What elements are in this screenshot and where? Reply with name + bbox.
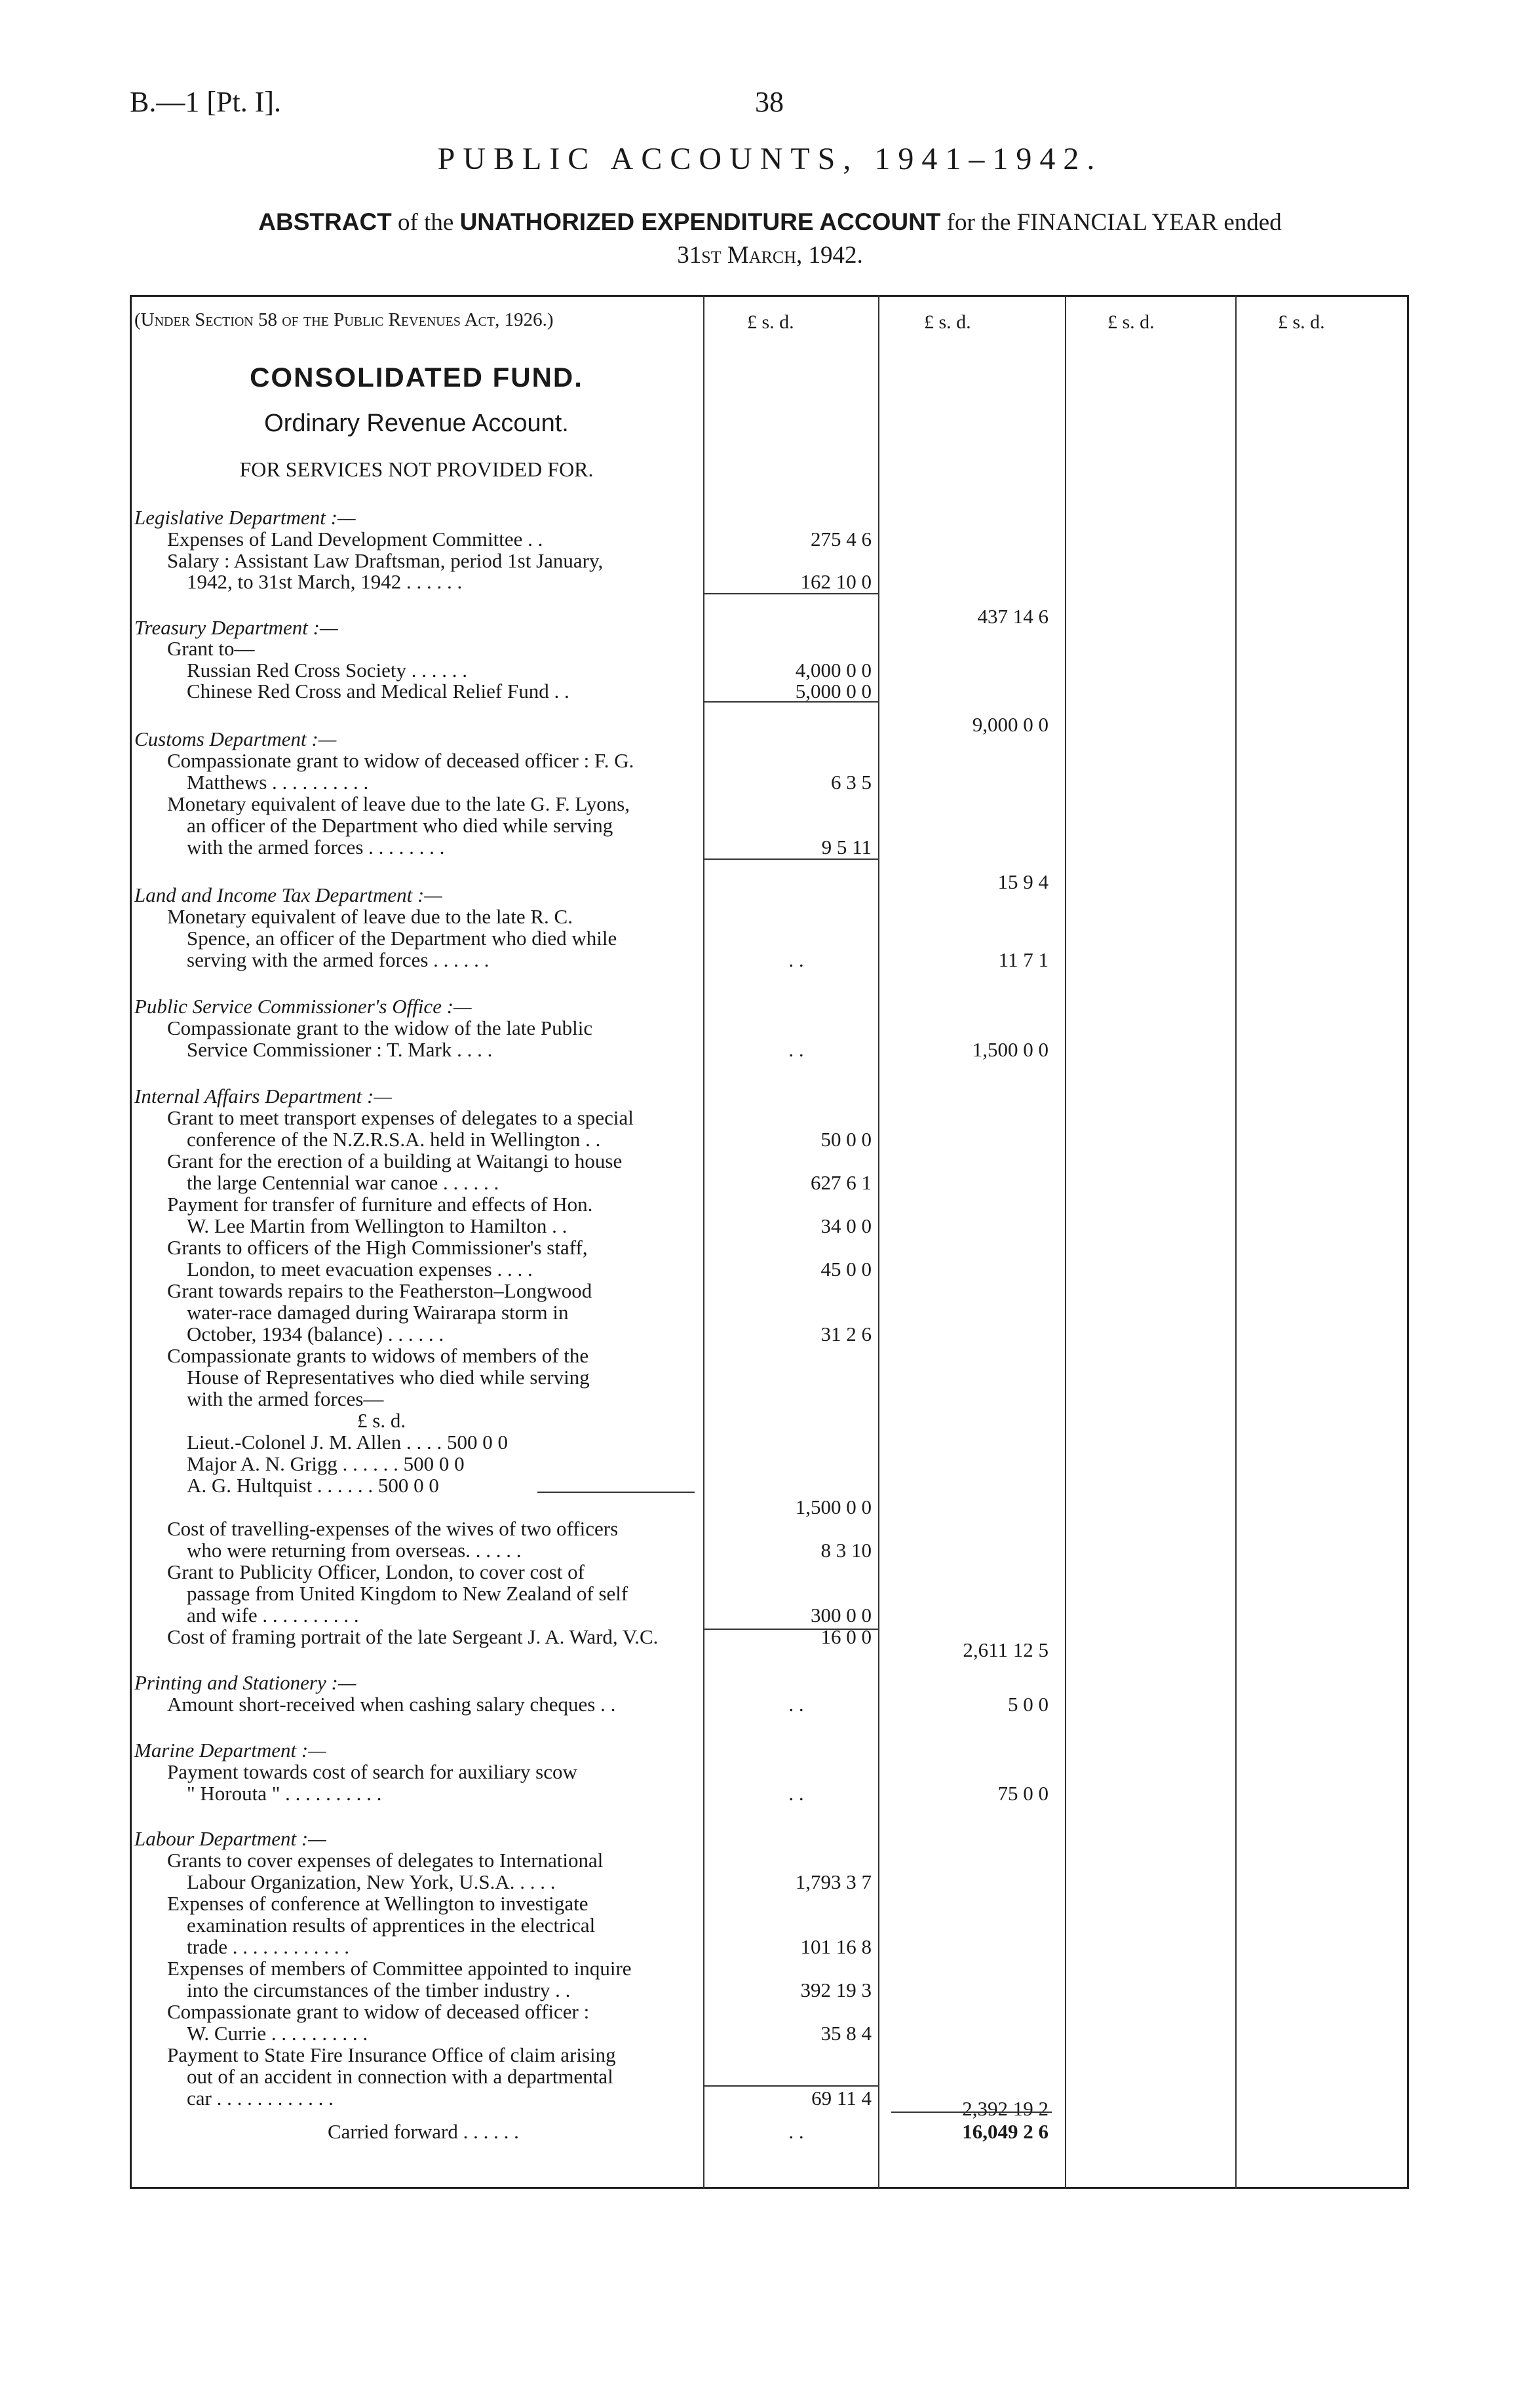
line-text: Russian Red Cross Society . . . . . . <box>187 659 467 682</box>
line-amount: . . <box>788 1782 804 1805</box>
financial-year-text: for the FINANCIAL YEAR ended <box>946 209 1282 236</box>
line-amount: 8 3 10 <box>820 1539 872 1562</box>
line-text: car . . . . . . . . . . . . <box>187 2087 334 2110</box>
account-title: Ordinary Revenue Account. <box>264 410 569 437</box>
line-amount: . . <box>788 948 804 971</box>
carried-forward-label: Carried forward . . . . . . <box>328 2120 519 2143</box>
line-text: with the armed forces— <box>187 1387 384 1410</box>
line-text: House of Representatives who died while serving <box>187 1366 590 1389</box>
department-total: 5 0 0 <box>1008 1693 1049 1716</box>
column-header-1: £ s. d. <box>747 311 794 333</box>
column-header-2: £ s. d. <box>924 311 971 333</box>
line-text: Expenses of Land Development Committee . . <box>167 528 543 550</box>
line-text: Grant to Publicity Officer, London, to cover cost of <box>167 1560 585 1583</box>
subtotal-value: 15 9 4 <box>997 870 1049 893</box>
line-text: Compassionate grant to widow of deceased officer : <box>167 2000 590 2023</box>
line-text: Spence, an officer of the Department who died while <box>187 927 617 950</box>
act-reference: (Under Section 58 of the Public Revenues Act, 1926.) <box>134 309 554 330</box>
line-text: with the armed forces . . . . . . . . <box>187 836 445 858</box>
line-text: serving with the armed forces . . . . . . <box>187 948 490 971</box>
line-text: out of an accident in connection with a departmental <box>187 2065 613 2088</box>
line-text: Grant towards repairs to the Featherston–Longwood <box>167 1279 592 1302</box>
department-heading: Customs Department :— <box>134 727 337 750</box>
line-text: Grants to cover expenses of delegates to International <box>167 1849 604 1872</box>
line-text: £ s. d. <box>357 1409 406 1432</box>
services-title: FOR SERVICES NOT PROVIDED FOR. <box>239 457 594 481</box>
sum-rule <box>537 1492 695 1493</box>
line-amount: 34 0 0 <box>820 1214 872 1237</box>
line-amount: 5,000 0 0 <box>795 680 872 703</box>
line-text: " Horouta " . . . . . . . . . . <box>187 1782 382 1805</box>
line-amount: 9 5 11 <box>821 836 872 858</box>
line-text: Chinese Red Cross and Medical Relief Fund . . <box>187 680 569 703</box>
line-text: Compassionate grant to the widow of the late Public <box>167 1016 593 1039</box>
carried-forward-col1: . . <box>788 2120 804 2143</box>
line-text: Salary : Assistant Law Draftsman, period 1st January, <box>167 549 604 572</box>
abstract-word: ABSTRACT <box>258 208 392 235</box>
line-text: Payment to State Fire Insurance Office of claim arising <box>167 2043 616 2066</box>
department-total: 75 0 0 <box>997 1782 1049 1805</box>
sum-rule <box>891 2112 1052 2113</box>
abstract-heading <box>157 208 1383 237</box>
of-the-text: of the <box>398 209 454 236</box>
column-divider-1 <box>703 295 704 2189</box>
line-text: Amount short-received when cashing salary cheques . . <box>167 1693 616 1716</box>
line-text: Payment towards cost of search for auxiliary scow <box>167 1760 577 1783</box>
line-text: Cost of travelling-expenses of the wives of two officers <box>167 1517 619 1540</box>
line-text: examination results of apprentices in the electrical <box>187 1914 596 1937</box>
line-text: W. Currie . . . . . . . . . . <box>187 2022 368 2045</box>
line-amount: 627 6 1 <box>811 1171 872 1194</box>
line-text: Cost of framing portrait of the late Sergeant J. A. Ward, V.C. <box>167 1625 659 1648</box>
line-amount: 6 3 5 <box>831 771 872 794</box>
subtotal-rule <box>704 1629 878 1630</box>
line-text: who were returning from overseas. . . . . . <box>187 1539 522 1562</box>
subtotal-value: 2,611 12 5 <box>963 1638 1049 1661</box>
line-text: Expenses of conference at Wellington to investigate <box>167 1892 588 1915</box>
line-amount: 300 0 0 <box>811 1604 872 1627</box>
line-text: Expenses of members of Committee appointed to inquire <box>167 1957 632 1980</box>
line-text: into the circumstances of the timber industry . . <box>187 1978 571 2001</box>
document-reference: B.—1 [Pt. I]. <box>130 86 281 118</box>
column-header-3: £ s. d. <box>1107 311 1155 333</box>
column-divider-4 <box>1235 295 1237 2189</box>
line-text: the large Centennial war canoe . . . . . . <box>187 1171 499 1194</box>
line-amount: 16 0 0 <box>820 1625 872 1648</box>
department-heading: Labour Department :— <box>134 1827 326 1850</box>
line-text: Monetary equivalent of leave due to the late R. C. <box>167 905 573 928</box>
line-text: conference of the N.Z.R.S.A. held in Wellington . . <box>187 1128 601 1151</box>
line-text: an officer of the Department who died while serving <box>187 814 613 837</box>
line-text: W. Lee Martin from Wellington to Hamilton . . <box>187 1214 568 1237</box>
account-name: UNATHORIZED EXPENDITURE ACCOUNT <box>459 208 941 235</box>
line-amount: . . <box>788 1693 804 1716</box>
department-heading: Land and Income Tax Department :— <box>134 883 442 906</box>
department-heading: Legislative Department :— <box>134 506 356 529</box>
line-text: October, 1934 (balance) . . . . . . <box>187 1322 444 1345</box>
department-heading: Treasury Department :— <box>134 616 338 639</box>
line-text: Labour Organization, New York, U.S.A. . . . . <box>187 1870 556 1893</box>
line-amount: 31 2 6 <box>820 1322 872 1345</box>
line-text: Compassionate grant to widow of deceased officer : F. G. <box>167 749 634 772</box>
line-text: Lieut.-Colonel J. M. Allen . . . . 500 0 0 <box>187 1431 508 1454</box>
line-text: Grant to meet transport expenses of delegates to a special <box>167 1106 634 1129</box>
line-text: Payment for transfer of furniture and effects of Hon. <box>167 1193 593 1216</box>
line-text: Grants to officers of the High Commissioner's staff, <box>167 1236 588 1259</box>
page-number: 38 <box>755 86 784 118</box>
line-text: 1942, to 31st March, 1942 . . . . . . <box>187 570 463 593</box>
line-text: London, to meet evacuation expenses . . . . <box>187 1258 533 1281</box>
line-amount: 50 0 0 <box>820 1128 872 1151</box>
subtotal-rule <box>704 593 878 594</box>
column-divider-2 <box>878 295 879 2189</box>
line-text: and wife . . . . . . . . . . <box>187 1604 359 1627</box>
line-amount: 35 8 4 <box>820 2022 872 2045</box>
subtotal-rule <box>704 2085 878 2087</box>
line-amount: 4,000 0 0 <box>795 659 872 682</box>
abstract-date: 31st March, 1942. <box>677 242 863 269</box>
line-text: Major A. N. Grigg . . . . . . 500 0 0 <box>187 1452 465 1475</box>
line-amount: 45 0 0 <box>820 1258 872 1281</box>
subtotal-rule <box>704 858 878 860</box>
department-heading: Public Service Commissioner's Office :— <box>134 995 472 1018</box>
line-amount: 69 11 4 <box>811 2087 872 2110</box>
line-text: Service Commissioner : T. Mark . . . . <box>187 1038 493 1061</box>
line-text: passage from United Kingdom to New Zealand of self <box>187 1582 628 1605</box>
subtotal-value: 2,392 19 2 <box>962 2097 1049 2120</box>
line-amount: 1,500 0 0 <box>795 1495 872 1518</box>
department-total: 1,500 0 0 <box>972 1038 1049 1061</box>
line-text: Monetary equivalent of leave due to the late G. F. Lyons, <box>167 792 630 815</box>
line-amount: 1,793 3 7 <box>795 1870 872 1893</box>
carried-forward-total: 16,049 2 6 <box>962 2120 1049 2143</box>
page-title: PUBLIC ACCOUNTS, 1941–1942. <box>437 142 1103 176</box>
fund-title: CONSOLIDATED FUND. <box>250 362 583 393</box>
subtotal-value: 9,000 0 0 <box>972 713 1049 736</box>
line-text: Grant to— <box>167 637 255 660</box>
line-text: trade . . . . . . . . . . . . <box>187 1935 349 1958</box>
department-heading: Internal Affairs Department :— <box>134 1085 392 1108</box>
line-text: water-race damaged during Wairarapa storm in <box>187 1301 569 1324</box>
line-amount: . . <box>788 1038 804 1061</box>
department-heading: Printing and Stationery :— <box>134 1671 356 1694</box>
department-heading: Marine Department :— <box>134 1739 326 1762</box>
line-text: Matthews . . . . . . . . . . <box>187 771 369 794</box>
line-text: A. G. Hultquist . . . . . . 500 0 0 <box>187 1474 439 1497</box>
line-amount: 392 19 3 <box>800 1978 872 2001</box>
line-amount: 162 10 0 <box>800 570 872 593</box>
line-amount: 101 16 8 <box>800 1935 872 1958</box>
department-total: 11 7 1 <box>998 948 1049 971</box>
subtotal-rule <box>704 701 878 703</box>
line-text: Grant for the erection of a building at Waitangi to house <box>167 1149 623 1172</box>
subtotal-value: 437 14 6 <box>977 605 1049 628</box>
line-amount: 275 4 6 <box>811 528 872 550</box>
line-text: Compassionate grants to widows of members of the <box>167 1344 589 1367</box>
column-divider-3 <box>1065 295 1066 2189</box>
column-header-4: £ s. d. <box>1278 311 1325 333</box>
